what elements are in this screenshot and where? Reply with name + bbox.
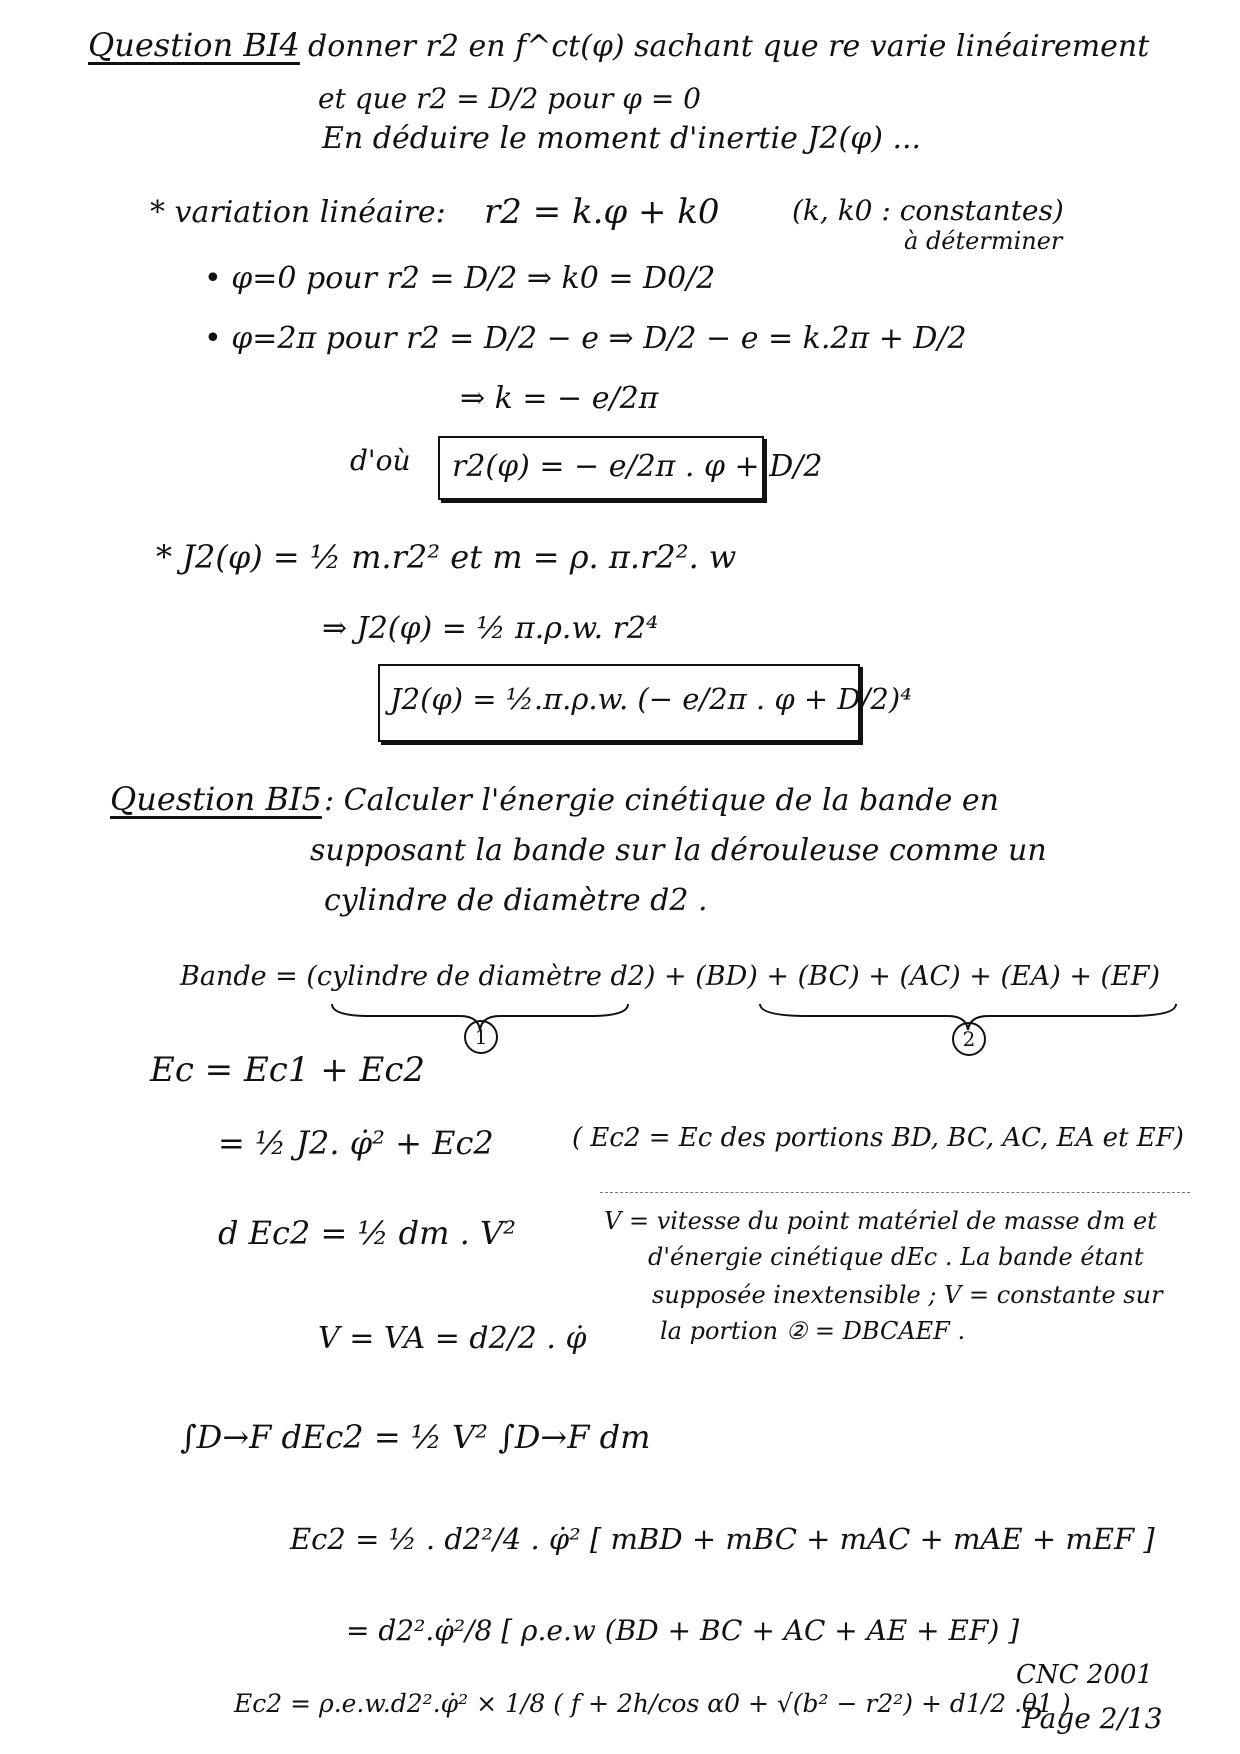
- velocity-note-2: d'énergie cinétique dEc . La bande étant: [648, 1243, 1144, 1271]
- question-bi4-title: Question BI4: [88, 26, 300, 64]
- condition-phi-two-pi: • φ=2π pour r2 = D/2 − e ⇒ D/2 − e = k.2π + D/2: [204, 321, 967, 356]
- velocity-note-1: V = vitesse du point matériel de masse dm et: [604, 1207, 1157, 1235]
- velocity-note-4: la portion ② = DBCAEF .: [660, 1317, 966, 1345]
- q4-statement-line3: En déduire le moment d'inertie J2(φ) ...: [322, 121, 922, 156]
- bande-decomposition: Bande = (cylindre de diamètre d2) + (BD) + (BC) + (AC) + (EA) + (EF): [180, 961, 1161, 992]
- source-label: CNC 2001: [1016, 1660, 1153, 1690]
- dec2-equation: d Ec2 = ½ dm . V²: [218, 1214, 516, 1252]
- integral-equation: ∫D→F dEc2 = ½ V² ∫D→F dm: [180, 1418, 651, 1456]
- ec2-definition-note: ( Ec2 = Ec des portions BD, BC, AC, EA et EF): [572, 1123, 1184, 1153]
- ec2-final-expression: Ec2 = ρ.e.w.d2².φ̇² × 1/8 ( f + 2h/cos α0 + √(b² − r2²) + d1/2 .θ1 ): [234, 1689, 1071, 1718]
- velocity-equation: V = VA = d2/2 . φ̇: [318, 1321, 587, 1356]
- q5-statement-line3: cylindre de diamètre d2 .: [324, 883, 708, 918]
- ec-total: Ec = Ec1 + Ec2: [150, 1050, 426, 1090]
- q4-statement-line2: et que r2 = D/2 pour φ = 0: [318, 82, 701, 115]
- linear-variation-label: * variation linéaire:: [150, 195, 446, 230]
- constants-note-2: à déterminer: [904, 227, 1063, 255]
- question-bi5-title: Question BI5: [110, 780, 322, 818]
- ec2-rho-form: = d2².φ̇²/8 [ ρ.e.w (BD + BC + AC + AE + EF) ]: [346, 1614, 1020, 1647]
- dou-label: d'où: [350, 444, 411, 477]
- circle-label-1: 1: [464, 1020, 498, 1054]
- separator-dashes: [600, 1192, 1190, 1193]
- condition-phi-zero: • φ=0 pour r2 = D/2 ⇒ k0 = D0/2: [204, 261, 716, 296]
- q5-statement-line2: supposant la bande sur la dérouleuse comme un: [310, 833, 1047, 868]
- ec2-mass-sum: Ec2 = ½ . d2²/4 . φ̇² [ mBD + mBC + mAC + mAE + mEF ]: [290, 1522, 1155, 1556]
- circle-label-2: 2: [952, 1022, 986, 1056]
- q4-statement-line1: donner r2 en f^ct(φ) sachant que re varie linéairement: [308, 29, 1150, 64]
- inertia-step: ⇒ J2(φ) = ½ π.ρ.w. r2⁴: [322, 611, 659, 646]
- k-result: ⇒ k = − e/2π: [460, 381, 659, 416]
- constants-note: (k, k0 : constantes): [792, 194, 1064, 227]
- q5-statement-line1: : Calculer l'énergie cinétique de la bande en: [324, 783, 999, 818]
- r2-result: r2(φ) = − e/2π . φ + D/2: [452, 449, 823, 484]
- ec-expanded: = ½ J2. φ̇² + Ec2: [218, 1124, 494, 1162]
- inertia-definition: * J2(φ) = ½ m.r2² et m = ρ. π.r2². w: [156, 538, 737, 576]
- velocity-note-3: supposée inextensible ; V = constante sur: [652, 1281, 1163, 1309]
- page-number: Page 2/13: [1022, 1702, 1163, 1735]
- linear-equation: r2 = k.φ + k0: [484, 192, 720, 232]
- inertia-result: J2(φ) = ½.π.ρ.w. (− e/2π . φ + D/2)⁴: [390, 682, 912, 716]
